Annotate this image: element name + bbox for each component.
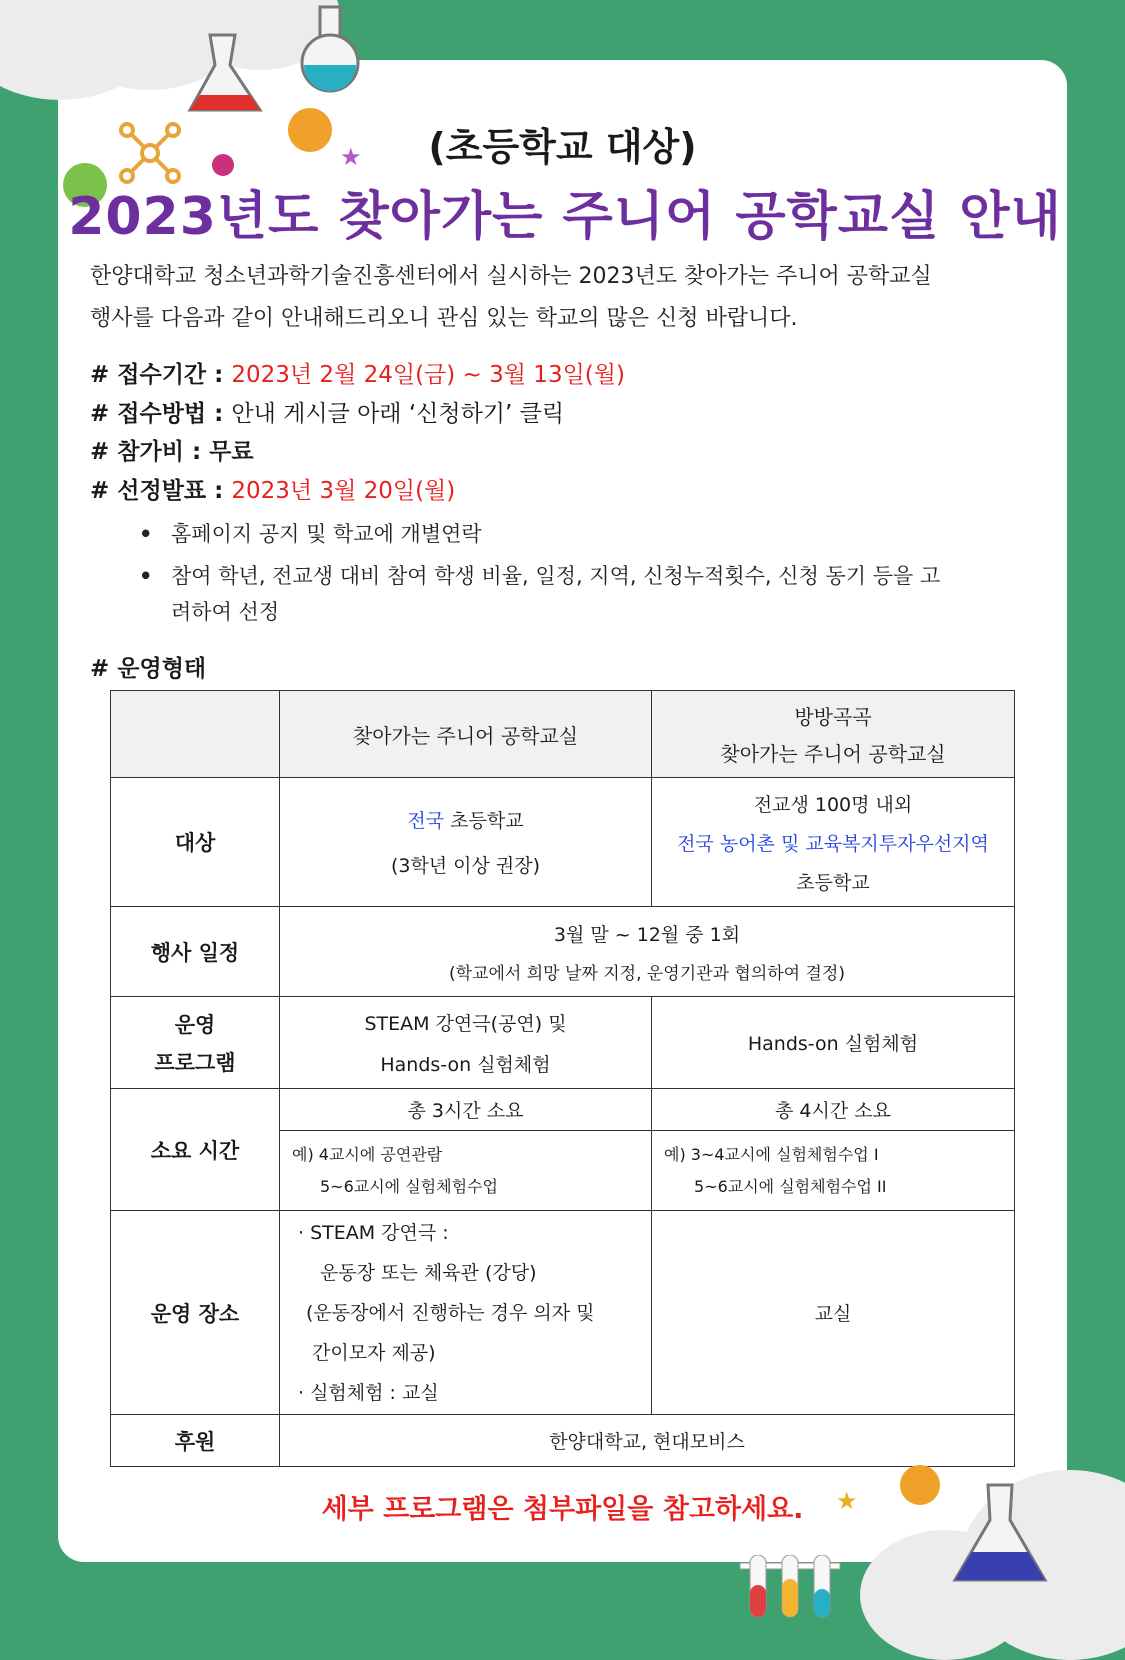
target-label: 대상	[111, 778, 280, 907]
place-label: 운영 장소	[111, 1211, 280, 1415]
fee-row: # 참가비 : 무료	[90, 439, 254, 465]
bullet-item	[139, 516, 482, 552]
time-label: 소요 시간	[111, 1089, 280, 1211]
target-col1-rest: 초등학교	[444, 810, 524, 832]
period-row	[90, 356, 625, 389]
target-col2	[652, 778, 1015, 907]
star-icon: ★	[836, 1487, 858, 1515]
bullet-text: 려하여 선정	[171, 600, 280, 624]
table-row	[111, 1211, 1015, 1415]
method-value: 안내 게시글 아래 ‘신청하기’ 클릭	[231, 401, 565, 427]
table-row	[111, 778, 1015, 907]
schedule-line: 3월 말 ~ 12월 중 1회	[553, 923, 741, 946]
target-col1-blue: 전국	[407, 810, 445, 832]
time-col2-example	[652, 1131, 1015, 1211]
purple-flask-icon	[950, 1480, 1050, 1590]
operation-table	[110, 690, 1015, 1467]
method-label: # 접수방법 :	[90, 401, 232, 427]
page-title: 2023년도 찾아가는 주니어 공학교실 안내	[68, 187, 1062, 247]
time-example-line: 5~6교시에 실험체험수업 II	[694, 1176, 887, 1196]
table-row	[111, 997, 1015, 1089]
program-col1-line: STEAM 강연극(공연) 및	[364, 1012, 567, 1035]
header-col2-line: 방방곡곡	[794, 705, 872, 729]
table-row	[111, 1089, 1015, 1131]
red-flask-icon	[180, 30, 270, 120]
target-col1	[280, 778, 652, 907]
header-empty-cell	[111, 691, 280, 778]
header-col2-line: 찾아가는 주니어 공학교실	[720, 742, 946, 766]
program-col1-line: Hands-on 실험체험	[380, 1053, 551, 1076]
header-col1: 찾아가는 주니어 공학교실	[280, 691, 652, 778]
schedule-value	[280, 907, 1015, 997]
star-icon: ★	[340, 143, 362, 171]
period-value: 2023년 2월 24일(금) ~ 3월 13일(월)	[231, 362, 625, 388]
program-col1	[280, 997, 652, 1089]
schedule-line: (학교에서 희망 날짜 지정, 운영기관과 협의하여 결정)	[449, 963, 845, 984]
program-label-line: 프로그램	[154, 1050, 236, 1075]
time-example-line: 예) 3~4교시에 실험체험수업 I	[664, 1144, 879, 1164]
table-row	[111, 907, 1015, 997]
time-example-line: 5~6교시에 실험체험수업	[320, 1176, 498, 1196]
place-line: (운동장에서 진행하는 경우 의자 및	[306, 1301, 595, 1324]
announce-row	[90, 472, 455, 505]
schedule-label: 행사 일정	[111, 907, 280, 997]
bullet-item	[139, 558, 1025, 630]
place-line: 운동장 또는 체육관 (강당)	[320, 1261, 537, 1284]
time-col1-example	[280, 1131, 652, 1211]
program-label-line: 운영	[174, 1012, 216, 1037]
table-header-row	[111, 691, 1015, 778]
sponsor-label: 후원	[111, 1415, 280, 1467]
place-line: 간이모자 제공)	[312, 1341, 436, 1364]
program-label	[111, 997, 280, 1089]
target-col2-line: 초등학교	[796, 871, 870, 894]
bullet-text: 참여 학년, 전교생 대비 참여 학생 비율, 일정, 지역, 신청누적횟수, 신청 동기 등을 고	[171, 564, 941, 588]
bullet-dot: •	[139, 522, 153, 546]
intro-line: 한양대학교 청소년과학기술진흥센터에서 실시하는 2023년도 찾아가는 주니어 공학교실	[90, 264, 932, 289]
target-col1-line2: (3학년 이상 권장)	[390, 855, 541, 877]
intro-text	[90, 256, 1050, 340]
target-col2-line: 전국 농어촌 및 교육복지투자우선지역	[677, 832, 989, 855]
table-row	[111, 1415, 1015, 1467]
place-line: · 실험체험 : 교실	[298, 1381, 439, 1404]
announce-label: # 선정발표 :	[90, 478, 232, 504]
period-label: # 접수기간 :	[90, 362, 232, 388]
operation-heading: # 운영형태	[90, 656, 207, 682]
method-row	[90, 395, 564, 428]
place-col2: 교실	[652, 1211, 1015, 1415]
intro-line: 행사를 다음과 같이 안내해드리오니 관심 있는 학교의 많은 신청 바랍니다.	[90, 306, 798, 331]
target-col2-line: 전교생 100명 내외	[753, 793, 913, 816]
time-col2-total: 총 4시간 소요	[652, 1089, 1015, 1131]
footer-note: 세부 프로그램은 첨부파일을 참고하세요.	[321, 1494, 804, 1525]
test-tubes-icon	[735, 1555, 845, 1625]
blue-flask-icon	[290, 5, 370, 95]
header-col2	[652, 691, 1015, 778]
place-col1	[280, 1211, 652, 1415]
time-example-line: 예) 4교시에 공연관람	[292, 1144, 443, 1164]
program-col2: Hands-on 실험체험	[652, 997, 1015, 1089]
bullet-dot: •	[139, 564, 153, 588]
subtitle: (초등학교 대상)	[428, 125, 697, 169]
place-line: · STEAM 강연극 :	[298, 1221, 449, 1244]
orange-blob-icon	[895, 1460, 945, 1510]
bullet-text: 홈페이지 공지 및 학교에 개별연락	[171, 522, 482, 546]
sponsor-value: 한양대학교, 현대모비스	[280, 1415, 1015, 1467]
time-col1-total: 총 3시간 소요	[280, 1089, 652, 1131]
announce-value: 2023년 3월 20일(월)	[231, 478, 456, 504]
